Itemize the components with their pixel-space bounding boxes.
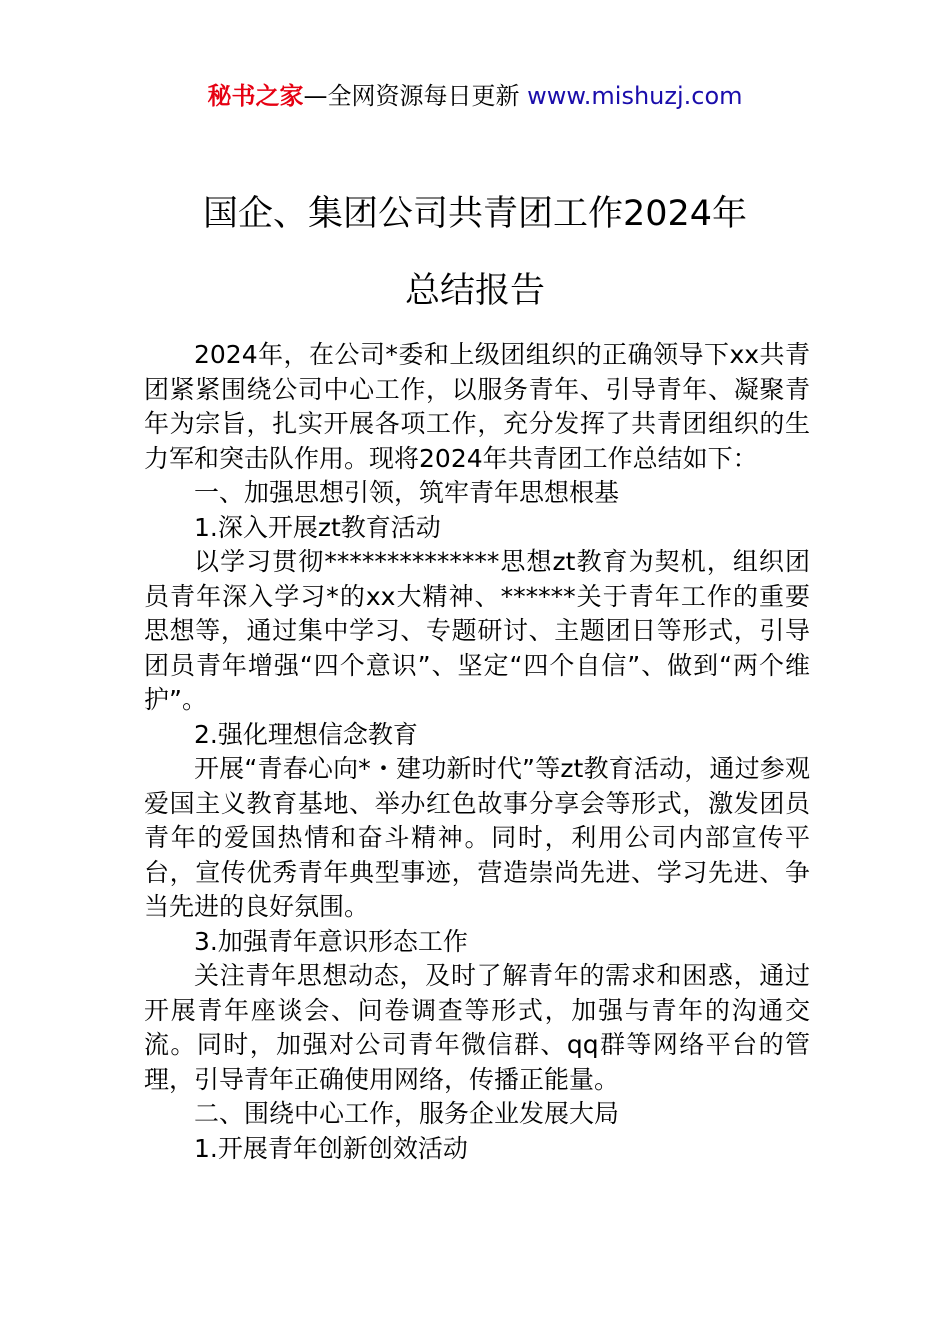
subsection-heading-1-2: 2.强化理想信念教育 — [194, 719, 418, 749]
document-body — [144, 338, 810, 1166]
brand-name: 秘书之家 — [207, 82, 304, 110]
header-tagline: —全网资源每日更新 — [303, 82, 528, 110]
section-heading-1: 一、加强思想引领，筑牢青年思想根基 — [194, 478, 620, 507]
paragraph-1-2: 开展“青春心向*・建功新时代”等zt教育活动，通过参观爱国主义教育基地、举办红色故事分享会等形式，激发团员青年的爱国热情和奋斗精神。同时，利用公司内部宣传平台，宣传优秀青年典型事迹，营造崇尚先进、学习先进、争当先进的良好氛围。 — [144, 754, 810, 921]
site-url-link[interactable]: www.mishuzj.com — [527, 82, 743, 110]
subsection-heading-1-3: 3.加强青年意识形态工作 — [194, 926, 468, 956]
title-line-1: 国企、集团公司共青团工作2024年 — [202, 194, 748, 234]
paragraph-1-3: 关注青年思想动态，及时了解青年的需求和困惑，通过开展青年座谈会、问卷调查等形式，加强与青年的沟通交流。同时，加强对公司青年微信群、qq群等网络平台的管理，引导青年正确使用网络，传播正能量。 — [144, 961, 810, 1094]
document-title — [0, 176, 950, 330]
section-heading-2: 二、围绕中心工作，服务企业发展大局 — [194, 1099, 620, 1128]
intro-paragraph: 2024年，在公司*委和上级团组织的正确领导下xx共青团紧紧围绕公司中心工作，以服务青年、引导青年、凝聚青年为宗旨，扎实开展各项工作，充分发挥了共青团组织的生力军和突击队作用。现将2024年共青团工作总结如下： — [144, 340, 810, 473]
site-header — [0, 80, 950, 112]
subsection-heading-1-1: 1.深入开展zt教育活动 — [194, 512, 441, 542]
subsection-heading-2-1: 1.开展青年创新创效活动 — [194, 1133, 468, 1163]
title-line-2: 总结报告 — [404, 271, 545, 311]
paragraph-1-1: 以学习贯彻**************思想zt教育为契机，组织团员青年深入学习*的xx大精神、******关于青年工作的重要思想等，通过集中学习、专题研讨、主题团日等形式，引导团员青年增强“四个意识”、坚定“四个自信”、做到“两个维护”。 — [144, 547, 810, 714]
